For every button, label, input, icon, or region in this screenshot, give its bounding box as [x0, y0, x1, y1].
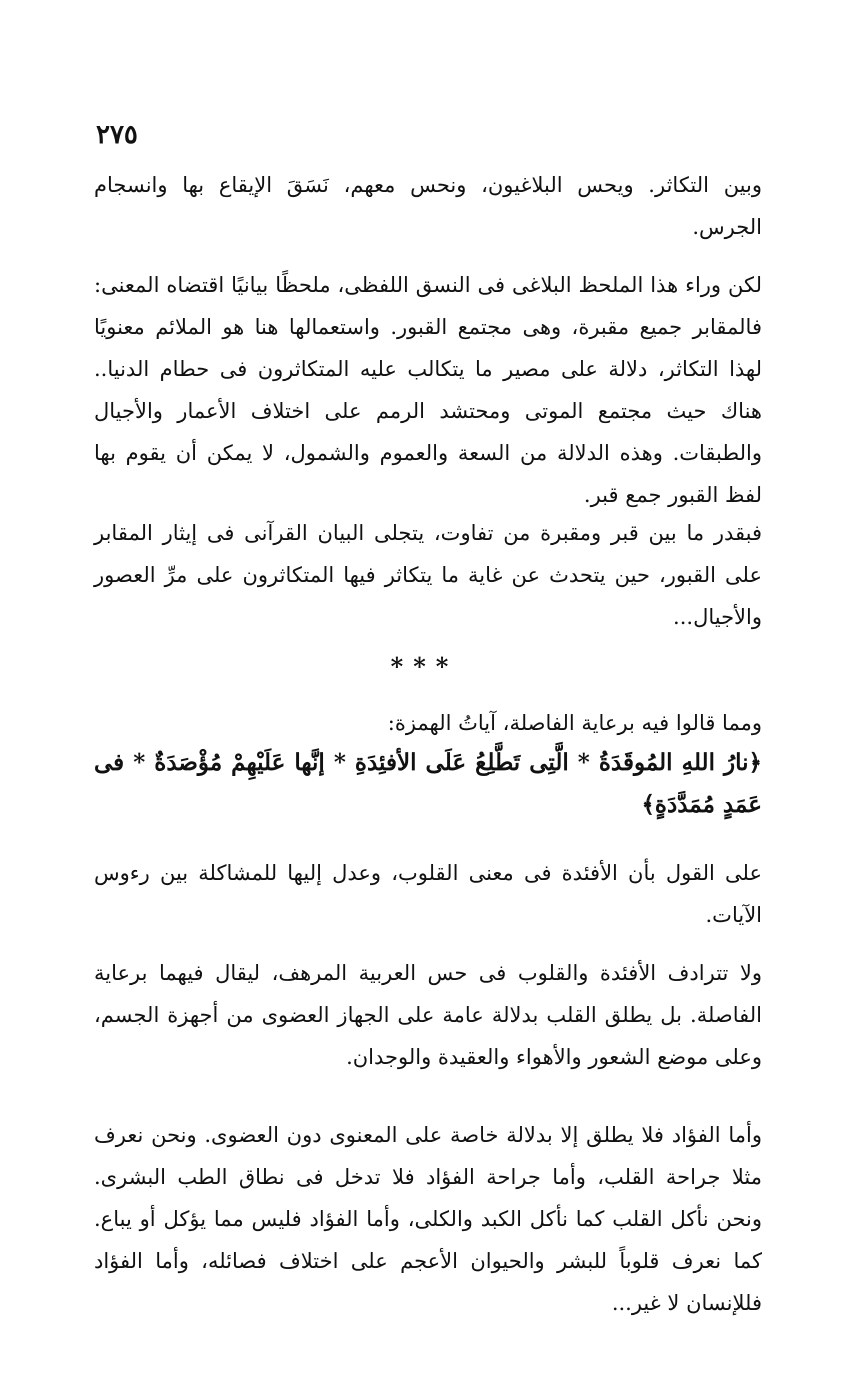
paragraph-text: فبقدر ما بين قبر ومقبرة من تفاوت، يتجلى البيان القرآنى فى إيثار المقابر على القبور، حين يتحدث عن غاية ما يتكاثر فيها المتكاثرون على مرِّ العصور والأجيال... [94, 521, 762, 629]
page-number: ٢٧٥ [96, 120, 138, 150]
paragraph-text: وبين التكاثر. ويحس البلاغيون، ونحس معهم، نَسَقَ الإيقاع بها وانسجام الجرس. [94, 173, 762, 239]
paragraph-2 [94, 264, 762, 516]
paragraph-1 [94, 164, 762, 248]
quran-verses [94, 742, 762, 826]
paragraph-5 [94, 852, 762, 936]
paragraph-text: لكن وراء هذا الملحظ البلاغى فى النسق اللفظى، ملحظًا بيانيًا اقتضاه المعنى: فالمقابر جميع مقبرة، وهى مجتمع القبور. واستعمالها هنا هو الملائم معنويًا لهذا التكاثر، دلالة على مصير ما يتكالب عليه المتكاثرون فى حطام الدنيا.. هناك حيث مجتمع الموتى ومحتشد الرمم على اختلاف الأعمار والأجيال والطبقات. وهذه الدلالة من السعة والعموم والشمول، لا يمكن أن يقوم بها لفظ القبور جمع قبر. [94, 273, 762, 507]
paragraph-6 [94, 952, 762, 1078]
paragraph-3 [94, 512, 762, 638]
paragraph-text: وأما الفؤاد فلا يطلق إلا بدلالة خاصة على المعنوى دون العضوى. ونحن نعرف مثلا جراحة القلب، وأما جراحة الفؤاد فلا تدخل فى نطاق الطب البشرى. ونحن نأكل القلب كما نأكل الكبد والكلى، وأما الفؤاد فليس مما يؤكل أو يباع. كما نعرف قلوباً للبشر والحيوان الأعجم على اختلاف فصائله، وأما الفؤاد فللإنسان لا غير... [94, 1123, 762, 1315]
paragraph-4 [94, 702, 762, 744]
paragraph-text: على القول بأن الأفئدة فى معنى القلوب، وعدل إليها للمشاكلة بين رءوس الآيات. [94, 861, 762, 927]
quran-verse-text: ﴿نارُ اللهِ المُوقَدَةُ * الَّتِى تَطَّلِعُ عَلَى الأفئِدَةِ * إنَّها عَلَيْهِمْ مُؤْصَدَةٌ * فى عَمَدٍ مُمَدَّدَةٍ﴾ [94, 749, 762, 818]
paragraph-text: ومما قالوا فيه برعاية الفاصلة، آياتُ الهمزة: [387, 711, 762, 735]
paragraph-7 [94, 1114, 762, 1324]
paragraph-text: ولا تترادف الأفئدة والقلوب فى حس العربية المرهف، ليقال فيهما برعاية الفاصلة. بل يطلق القلب بدلالة عامة على الجهاز العضوى من أجهزة الجسم، وعلى موضع الشعور والأهواء والعقيدة والوجدان. [94, 961, 762, 1069]
section-separator: *** [390, 652, 459, 681]
